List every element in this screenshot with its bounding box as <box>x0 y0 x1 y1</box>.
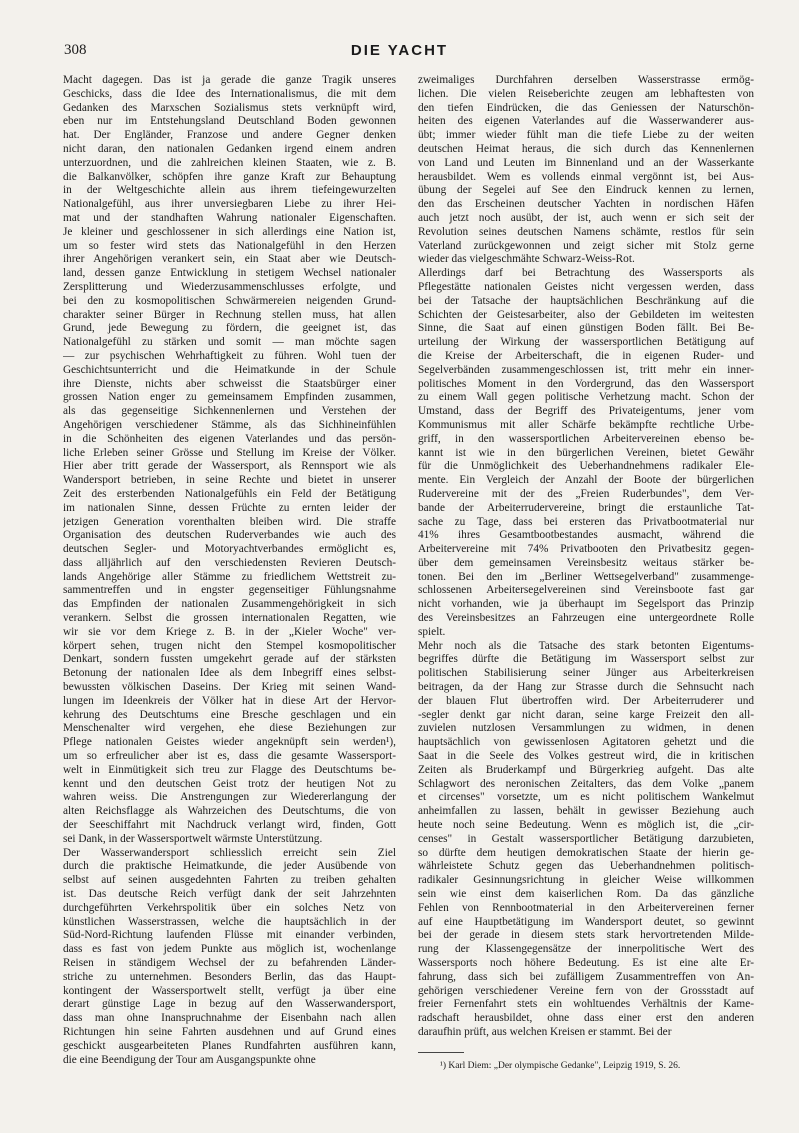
text-line: Mehr noch als die Tatsache des stark betonten Eigentums- <box>418 639 754 652</box>
text-line: gehörigen verschiedener Vereine fern von der Grossstadt auf <box>418 984 754 997</box>
text-line: Schlagwort des neronischen Zeitalters, das dem Volke „panem <box>418 777 754 790</box>
text-line: unterzuordnen, und die zahlreichen kleinen Staaten, wie z. B. <box>63 156 396 169</box>
text-line: sein wie einst dem kaiserlichen Rom. Da das gänzliche <box>418 888 754 901</box>
text-line: politischen Stabilisierung seiner Jünger aus Arbeiterkreisen <box>418 667 754 680</box>
text-line: Revolution seines deutschen Namens schämte, restlos für sein <box>418 225 754 238</box>
text-line: Umstand, dass der Begriff des Privateigentums, jener vom <box>418 405 754 418</box>
text-line: Nationalgefühl, aus ihrer unversiegbaren Liebe zu ihrer Hei- <box>63 198 396 211</box>
page-number: 308 <box>64 42 87 58</box>
text-line: lands Angehörige aller Stämme zu friedlichem Wettstreit zu- <box>63 570 396 583</box>
text-line: zu einem Wall gegen politische Verhetzung macht. Schon der <box>418 391 754 404</box>
text-line: welt in Einmütigkeit sich treu zur Flagge des Deutschtums be- <box>63 763 396 776</box>
left-text-column <box>63 74 396 1067</box>
text-line: bei der gerade in diesem stets stark hervortretenden Milde- <box>418 929 754 942</box>
text-line: heute noch seine Bedeutung. Wenn es möglich ist, die „cir- <box>418 819 754 832</box>
text-line: die Balkanvölker, schöpfen ihre ganze Kraft zur Behauptung <box>63 170 396 183</box>
footnote: ¹) Karl Diem: „Der olympische Gedanke", Leipzig 1919, S. 26. <box>440 1061 681 1071</box>
text-line: derart günstige Lage in bezug auf den Wasserwandersport, <box>63 998 396 1011</box>
text-line: radikaler Gesinnungsrichtung in gleicher Weise willkommen <box>418 874 754 887</box>
text-line: freier Fernenfahrt stets ein wohltuendes Verhältnis der Kame- <box>418 998 754 1011</box>
text-line: Je kleiner und geschlossener in sich allerdings eine Nation ist, <box>63 225 396 238</box>
text-line: deutschen Segler- und Motoryachtverbandes ermöglicht es, <box>63 543 396 556</box>
text-line: Wandersport betrieben, in seine Rechte und bietet in unserer <box>63 474 396 487</box>
page-header <box>0 42 799 66</box>
text-line: heiten des eigenen Vaterlandes auf die Wasserwanderer aus- <box>418 115 754 128</box>
text-line: selbst auf seinen ausgedehnten Fahrten zu treiben gehalten <box>63 874 396 887</box>
text-line: um so erfreulicher aber ist es, dass die gesamte Wassersport- <box>63 750 396 763</box>
text-line: sammentreffen und in engster gegenseitiger Fühlungsnahme <box>63 584 396 597</box>
text-line: den tiefen Eindrücken, die das Geniessen der Naturschön- <box>418 101 754 114</box>
text-line: Menschenalter wird vergehen, ehe diese Beziehungen zur <box>63 722 396 735</box>
text-line: Angehörigen verschiedener Stämme, als das Sichhineinfühlen <box>63 418 396 431</box>
text-line: Zeiten als Bruderkampf und Bürgerkrieg aufgeht. Das alte <box>418 763 754 776</box>
text-line: grossen Nation enger zu gemeinsamem Empfinden zusammen, <box>63 391 396 404</box>
text-line: ihrer Angehörigen verankert sein, ein Staat aber wie Deutsch- <box>63 253 396 266</box>
text-line: Gedanken des Marxschen Sozialismus stets verknüpft wird, <box>63 101 396 114</box>
text-line: — zur psychischen Wehrhaftigkeit zu führen. Wohl tuen der <box>63 349 396 362</box>
text-line: auch jetzt noch ausübt, der ist, auch wenn er sich seit der <box>418 211 754 224</box>
text-line: zuvielen nutzlosen Versammlungen zu widmen, in denen <box>418 722 754 735</box>
text-line: wieder das vielgeschmähte Schwarz-Weiss-Rot. <box>418 253 635 266</box>
text-line: in die Schönheiten des eigenen Vaterlandes und das persön- <box>63 432 396 445</box>
text-line: Hier aber tritt gerade der Wassersport, als Rennsport wie als <box>63 460 396 473</box>
text-line: des Vereinsbesitzes an Fahrzeugen eine untergeordnete Rolle <box>418 612 754 625</box>
text-line: Arbeitervereine mit 74% Privatbooten den Privatbesitz gegen- <box>418 543 754 556</box>
text-line: die Kreise der Arbeiterschaft, die in eigenen Ruder- und <box>418 349 754 362</box>
text-line: Segelverbänden zusammengeschlossen ist, tritt mehr ein inner- <box>418 363 754 376</box>
text-line: nicht vorhanden, wie ja überhaupt im Segelsport das Prinzip <box>418 598 754 611</box>
text-line: bei der Tatsache der hauptsächlichen Beschränkung auf die <box>418 294 754 307</box>
text-line: tonen. Bei den im „Berliner Wettsegelverband" zusammenge- <box>418 570 754 583</box>
text-line: Denkart, sondern fussten umgekehrt gerade auf der stärksten <box>63 653 396 666</box>
text-line: Schichten der Geistesarbeiter, also der Gebildeten im weitesten <box>418 308 754 321</box>
text-line: striche zu unternehmen. Besonders Berlin, das das Haupt- <box>63 970 396 983</box>
text-line: liche Erleben seiner Grösse und Stellung im Kreise der Völker. <box>63 446 396 459</box>
text-line: wahren weiss. Die Anstrengungen zur Wiedererlangung der <box>63 791 396 804</box>
text-line: anheimfallen zu lassen, behält in gewisser Beziehung auch <box>418 805 754 818</box>
text-line: Geschichtsunterricht und die Heimatkunde in der Schule <box>63 363 396 376</box>
text-line: Zersplitterung und Wiederzusammenschlusses erfolgte, und <box>63 280 396 293</box>
text-line: Fehlen von Rennbootmaterial in den Arbeitervereinen ferner <box>418 901 754 914</box>
text-line: durchgeführten Verkehrspolitik über ein solches Netz von <box>63 901 396 914</box>
text-line: Wassersports noch höhere Bedeutung. Es ist eine alte Er- <box>418 957 754 969</box>
text-line: geschickt ausgearbeiteten Planes Rundfahrten ausführen kann, <box>63 1039 396 1052</box>
text-line: auf eine Hauptbetätigung im Wandersport deutet, so gewinnt <box>418 915 754 928</box>
text-line: hat. Der Engländer, Franzose und andere Gegner denken <box>63 129 396 142</box>
text-line: charakter seiner Bürger in Rechnung stellen muss, hat allen <box>63 308 396 321</box>
text-line: begriffes dürfte die Betätigung im Wassersport selbst zur <box>418 653 754 666</box>
text-line: -segler denkt gar nicht daran, seine karge Freizeit den all- <box>418 708 754 721</box>
text-line: Vaterland zurückgewonnen und zeigt sicher mit Stolz gerne <box>418 239 754 252</box>
text-line: griff, in den wassersportlichen Arbeitervereinen ebenso be- <box>418 432 754 445</box>
text-line: Kommunismus mit aller Schärfe bekämpfte rechtliche Urbe- <box>418 418 754 431</box>
text-line: fahrung, dass sich bei zufälligem Zusammentreffen von An- <box>418 970 754 983</box>
text-line: jetzigen Generation vorenthalten bleiben wird. Die straffe <box>63 515 396 528</box>
text-line: lungen im Ideenkreis der Völker hat in diese Art der Hervor- <box>63 694 396 707</box>
text-line: sei Dank, in der Wassersportwelt wärmste Unterstützung. <box>63 832 323 845</box>
text-line: Geschicks, dass die Idee des Internationalismus, die mit dem <box>63 87 396 100</box>
text-line: der Seeschiffahrt mit Nachdruck verlangt wird, finden, Gott <box>63 819 396 832</box>
text-line: dass es fast von jedem Punkte aus möglich ist, wochenlange <box>63 943 396 956</box>
text-line: deutschen Heimat heraus, die sich durch das Kennenlernen <box>418 142 754 155</box>
text-line: Nationalgefühl zu stärken und somit — man möchte sagen <box>63 336 396 349</box>
text-line: körpert sehen, trugen nicht den Stempel kosmopolitischer <box>63 639 396 652</box>
text-line: in der Weltgeschichte allein aus ihrem tiefeingewurzelten <box>63 184 396 197</box>
text-line: im nationalen Sinne, dessen Früchte zu ernten leider der <box>63 501 396 514</box>
text-line: währleistete Schutz gegen das Ueberhandnehmen politisch- <box>418 860 754 873</box>
text-line: als das gegenseitige Sichkennenlernen und Verstehen der <box>63 405 396 418</box>
text-line: bei den zu kosmopolitischen Schwärmereien neigenden Grund- <box>63 294 396 307</box>
text-line: schlossenen Arbeitersegelvereinen sind Vereinsboote fast gar <box>418 584 754 597</box>
text-line: eben nur im Entstehungsland Deutschland Boden gewonnen <box>63 115 396 128</box>
text-line: so dürfte dem heutigen demokratischen Staate der hierin ge- <box>418 846 754 859</box>
text-line: beitragen, da der Hang zur Strasse durch die Sehnsucht nach <box>418 681 754 694</box>
footnote-divider <box>418 1052 464 1053</box>
text-line: ist. Das deutsche Reich verfügt dank der seit Jahrzehnten <box>63 888 396 901</box>
text-line: um so fester wird stets das Nationalgefühl in den Herzen <box>63 239 396 252</box>
text-line: kannt ist wie in den bürgerlichen Vereinen, bietet Gewähr <box>418 446 754 459</box>
text-line: von Land und Leuten im Binnenland und an der Wasserkante <box>418 156 754 169</box>
text-line: die eine Beendigung der Tour am Ausgangspunkte ohne <box>63 1053 316 1066</box>
text-line: Allerdings darf bei Betrachtung des Wassersports als <box>418 267 754 280</box>
text-line: lichen. Die vielen Reiseberichte zeugen am lebhaftesten von <box>418 87 754 100</box>
text-line: Der Wasserwandersport schliesslich erreicht sein Ziel <box>63 846 396 859</box>
text-line: kontingent der Wassersportwelt stellt, verfügt ja über eine <box>63 984 396 997</box>
text-line: wir sie vor dem Kriege z. B. in der „Kieler Woche" ver- <box>63 625 396 638</box>
text-line: urteilung der Wirkung der wassersportlichen Betätigung auf <box>418 336 754 349</box>
text-line: rung der Klassengegensätze der innerpolitische Wert des <box>418 943 754 956</box>
text-line: Richtungen hin seine Fahrten ausdehnen und auf Grund eines <box>63 1025 396 1038</box>
text-line: verankern. Selbst die grossen internationalen Regatten, wie <box>63 612 396 625</box>
text-line: der blauen Flut übertroffen wird. Der Arbeiterruderer und <box>418 694 754 707</box>
text-line: ihre Dienste, nichts aber schweisst die Staatsbürger einer <box>63 377 396 390</box>
text-line: das Empfinden der nationalen Zusammengehörigkeit in sich <box>63 598 396 611</box>
text-line: spielt. <box>418 625 446 638</box>
text-line: Betonung der nationalen Idee als dem Inbegriff eines selbst- <box>63 667 396 680</box>
text-line: radschaft herausbildet, ohne dass einer erst den anderen <box>418 1012 754 1025</box>
text-line: für die Unmöglichkeit des Ueberhandnehmens radikaler Ele- <box>418 460 754 473</box>
text-line: politisches Moment in den Vordergrund, das den Wassersport <box>418 377 754 390</box>
text-line: künstlichen Wasserstrassen, welche die hauptsächlich in der <box>63 915 396 928</box>
text-line: bande der Arbeiterrudervereine, bringt die erstaunliche Tat- <box>418 501 754 514</box>
text-line: 41% ihres Gesamtbootbestandes ausmacht, während die <box>418 529 754 542</box>
text-line: land, dessen ganze Entwicklung in stetigem Wechsel nationaler <box>63 267 396 280</box>
text-line: Pflegestätte nationalen Geistes nicht vergessen werden, dass <box>418 280 754 293</box>
text-line: Macht dagegen. Das ist ja gerade die ganze Tragik unseres <box>63 74 396 86</box>
journal-title: DIE YACHT <box>350 42 449 59</box>
text-line: übung der Segelei auf See den Eindruck kennen zu lernen, <box>418 184 754 197</box>
text-line: Pflege nationalen Geistes wieder angeknüpft sein werden¹), <box>63 736 396 749</box>
text-line: Zeit des ersterbenden Nationalgefühls ein Feld der Betätigung <box>63 487 396 500</box>
text-line: mat und der standhaften Wahrung nationaler Eigenschaften. <box>63 211 396 224</box>
right-text-column <box>418 74 754 1040</box>
text-line: zweimaliges Durchfahren derselben Wasserstrasse ermög- <box>418 74 754 86</box>
text-line: dass alljährlich auf den verschiedensten Revieren Deutsch- <box>63 556 396 569</box>
text-line: hauptsächlich von gewissenlosen Agitatoren gehetzt und die <box>418 736 754 749</box>
text-line: daraufhin prüft, aus welchen Kreisen er stammt. Bei der <box>418 1025 672 1038</box>
text-line: alten Reichsflagge als Wahrzeichen des Deutschtums, die von <box>63 805 396 818</box>
text-line: übt; immer wieder fühlt man die tiefe Liebe zu der weiten <box>418 129 754 142</box>
text-line: Saat in die Seele des Volkes gestreut wird, die in kritischen <box>418 750 754 763</box>
text-line: censes" in Gestalt wassersportlicher Betätigung darzubieten, <box>418 832 754 845</box>
text-line: Süd-Nord-Richtung laufenden Flüsse mit einander verbinden, <box>63 929 396 942</box>
text-line: Sinne, die Saat auf einen günstigen Boden fällt. Bei Be- <box>418 322 754 335</box>
text-line: kennt und den deutschen Geist trotz der heutigen Not zu <box>63 777 396 790</box>
text-line: kehrung des Deutschtums eine Bresche geschlagen und ein <box>63 708 396 721</box>
text-line: herausbildet. Wem es vollends einmal vergönnt ist, bei Aus- <box>418 170 754 183</box>
text-line: dass man ohne Inanspruchnahme der Eisenbahn nach allen <box>63 1012 396 1025</box>
text-line: Rudervereine mit der des „Freien Ruderbundes", dem Ver- <box>418 487 754 500</box>
text-line: den das Erscheinen deutscher Yachten in nordischen Häfen <box>418 198 754 211</box>
text-line: mente. Ein Vergleich der Anzahl der Boote der bürgerlichen <box>418 474 754 487</box>
text-line: über dem gemeinsamen Vereinsbesitz weitaus stärker be- <box>418 556 754 569</box>
text-line: bewussten völkischen Daseins. Der Krieg mit seinen Wand- <box>63 681 396 694</box>
text-line: durch die praktische Heimatkunde, die jeder Ausübende von <box>63 860 396 873</box>
text-line: Organisation des deutschen Ruderverbandes wie auch des <box>63 529 396 542</box>
text-line: Reisen in ständigem Wechsel der zu befahrenden Länder- <box>63 957 396 969</box>
text-line: et circenses" vorsetzte, um es nicht politischem Wankelmut <box>418 791 754 804</box>
text-line: nicht daran, den nationalen Gedanken irgend einem andren <box>63 142 396 155</box>
text-line: Grund, jede Bewegung zu fördern, die geeignet ist, das <box>63 322 396 335</box>
text-line: sache zu Tage, dass bei ersteren das Privatbootmaterial nur <box>418 515 754 528</box>
